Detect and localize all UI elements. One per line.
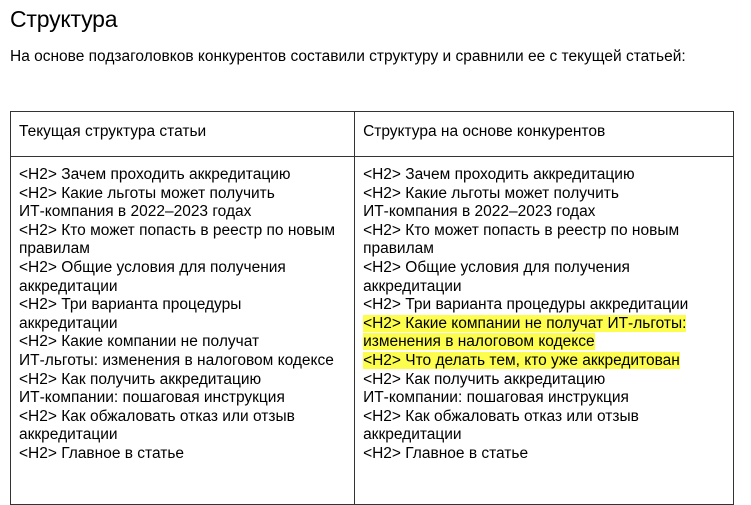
heading-text: <H2> Общие условия для получения <box>363 258 630 276</box>
outline-heading-line <box>19 240 346 259</box>
outline-heading-line <box>19 333 346 352</box>
heading-text: <H2> Какие льготы может получить <box>19 184 275 202</box>
heading-text: аккредитации <box>19 277 118 295</box>
outline-heading-line <box>19 222 346 241</box>
heading-text: <H2> Главное в статье <box>363 444 529 462</box>
outline-heading-line <box>19 203 346 222</box>
heading-text: аккредитации <box>19 426 118 444</box>
heading-text: <H2> Как обжаловать отказ или отзыв <box>363 407 639 425</box>
outline-heading-line <box>363 389 725 408</box>
outline-heading-line <box>363 203 725 222</box>
competitor-structure-cell <box>355 157 734 505</box>
outline-heading-line <box>363 445 725 464</box>
outline-heading-line <box>19 352 346 371</box>
outline-heading-line <box>363 333 725 352</box>
outline-heading-line <box>19 315 346 334</box>
outline-heading-line <box>363 166 725 185</box>
heading-text: <H2> Три варианта процедуры аккредитации <box>363 296 689 314</box>
heading-text: <H2> Какие компании не получат <box>19 333 260 351</box>
heading-text: правилам <box>19 240 90 258</box>
heading-text: аккредитации <box>363 426 462 444</box>
outline-heading-line <box>19 445 346 464</box>
outline-heading-line <box>363 296 725 315</box>
outline-heading-line <box>363 222 725 241</box>
structure-comparison-table <box>10 111 734 505</box>
highlighted-heading-text: <H2> Какие компании не получат ИТ-льготы: <box>363 314 687 332</box>
heading-text: <H2> Общие условия для получения <box>19 258 286 276</box>
heading-text: ИТ-льготы: изменения в налоговом кодексе <box>19 351 334 369</box>
outline-heading-line <box>363 408 725 427</box>
heading-text: ИТ-компания в 2022–2023 годах <box>363 203 596 221</box>
heading-text: ИТ-компании: пошаговая инструкция <box>363 389 629 407</box>
outline-heading-line <box>19 185 346 204</box>
page-title: Структура <box>10 6 118 32</box>
outline-heading-line <box>363 185 725 204</box>
heading-text: аккредитации <box>19 314 118 332</box>
heading-text: правилам <box>363 240 434 258</box>
intro-paragraph: На основе подзаголовков конкурентов составили структуру и сравнили ее с текущей статьей: <box>10 48 686 65</box>
heading-text: <H2> Главное в статье <box>19 444 185 462</box>
outline-heading-line <box>363 315 725 334</box>
heading-text: <H2> Как обжаловать отказ или отзыв <box>19 407 295 425</box>
outline-heading-line <box>363 371 725 390</box>
outline-heading-line <box>363 240 725 259</box>
outline-heading-line <box>363 278 725 297</box>
outline-heading-line <box>19 408 346 427</box>
heading-text: <H2> Кто может попасть в реестр по новым <box>363 221 680 239</box>
heading-text: <H2> Как получить аккредитацию <box>363 370 606 388</box>
heading-text: ИТ-компания в 2022–2023 годах <box>19 203 252 221</box>
current-structure-cell <box>11 157 355 505</box>
heading-text: <H2> Как получить аккредитацию <box>19 370 262 388</box>
outline-heading-line <box>19 389 346 408</box>
heading-text: <H2> Кто может попасть в реестр по новым <box>19 221 336 239</box>
heading-text: <H2> Зачем проходить аккредитацию <box>19 166 291 183</box>
outline-heading-line <box>19 371 346 390</box>
table-header-row <box>11 112 734 157</box>
outline-heading-line <box>19 278 346 297</box>
highlighted-heading-text: <H2> Что делать тем, кто уже аккредитован <box>363 351 680 369</box>
table-row <box>11 157 734 505</box>
highlighted-heading-text: изменения в налоговом кодексе <box>363 333 595 351</box>
header-competitor-structure: Структура на основе конкурентов <box>355 112 734 157</box>
outline-heading-line <box>19 426 346 445</box>
heading-text: <H2> Какие льготы может получить <box>363 184 619 202</box>
outline-heading-line <box>363 352 725 371</box>
heading-text: аккредитации <box>363 277 462 295</box>
heading-text: <H2> Зачем проходить аккредитацию <box>363 166 635 183</box>
outline-heading-line <box>363 259 725 278</box>
header-current-structure: Текущая структура статьи <box>11 112 355 157</box>
heading-text: <H2> Три варианта процедуры <box>19 296 242 314</box>
outline-heading-line <box>19 259 346 278</box>
outline-heading-line <box>363 426 725 445</box>
outline-heading-line <box>19 296 346 315</box>
outline-heading-line <box>19 166 346 185</box>
heading-text: ИТ-компании: пошаговая инструкция <box>19 389 285 407</box>
